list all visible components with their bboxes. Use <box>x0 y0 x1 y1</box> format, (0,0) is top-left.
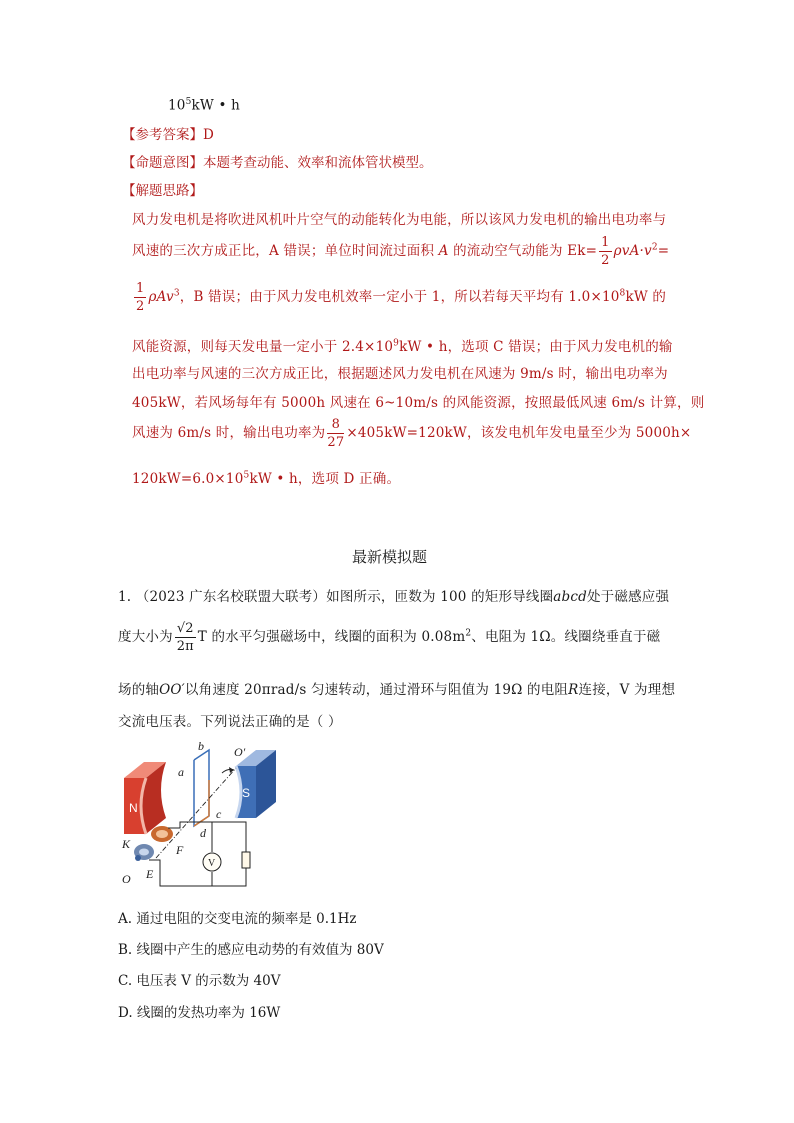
section-title: 最新模拟题 <box>352 548 428 566</box>
south-magnet <box>236 750 276 818</box>
solution-text: 的流动空气动能为 Ek= <box>453 243 598 259</box>
fraction-half <box>134 282 146 313</box>
intent-label: 【命题意图】 <box>122 155 203 171</box>
thinking-label: 【解题思路】 <box>122 183 203 199</box>
fraction-half <box>599 236 611 267</box>
answer-label: 【参考答案】 <box>122 127 203 143</box>
formula-term: ρvA·v <box>613 243 652 259</box>
fraction-denominator: 27 <box>327 435 345 450</box>
solution-text: 风速的三次方成正比，A 错误；单位时间流过面积 <box>132 243 435 259</box>
previous-unit-fragment <box>168 97 240 114</box>
rotation-axis <box>156 768 236 858</box>
answer-value: D <box>203 127 214 143</box>
question-text: 1. （2023 广东名校联盟大联考）如图所示，匝数为 100 的矩形导线圈 <box>118 589 554 605</box>
label-d: d <box>200 826 206 840</box>
fraction-eight-27 <box>327 418 344 449</box>
axis-symbol: OO′ <box>159 682 185 698</box>
resistor-symbol: R <box>568 682 579 698</box>
solution-text: 风速为 6m/s 时，输出电功率为 <box>132 425 326 441</box>
solution-line-5: 出电功率与风速的三次方成正比，根据题述风力发电机在风速为 9m/s 时，输出电功率为 <box>132 366 668 382</box>
north-magnet <box>124 762 166 834</box>
fragment-base: 10 <box>168 97 186 114</box>
exponent: 9 <box>393 338 400 349</box>
fraction-root2-over-2pi <box>175 622 196 653</box>
option-b[interactable]: B. 线圈中产生的感应电动势的有效值为 80V <box>118 942 384 958</box>
question-text: 场的轴 <box>118 682 160 698</box>
solution-text: 120kW=6.0×10 <box>132 471 244 487</box>
solution-line-3 <box>132 282 666 313</box>
solution-text: ×405kW=120kW，该发电机年发电量至少为 5000h× <box>346 425 692 441</box>
question-text: 处于磁感应强 <box>586 589 670 605</box>
solution-text: ，B 错误；由于风力发电机效率一定小于 1，所以若每天平均有 1.0×10 <box>179 289 620 305</box>
generator-figure <box>116 740 276 888</box>
arrow-head <box>229 767 234 773</box>
area-symbol: A <box>438 243 449 259</box>
label-O-prime: O′ <box>234 745 246 759</box>
option-d[interactable]: D. 线圈的发热功率为 16W <box>118 1005 281 1021</box>
label-a: a <box>178 765 184 779</box>
question-line-2 <box>118 622 660 653</box>
intent-row <box>122 151 433 171</box>
label-O: O <box>122 872 131 886</box>
exponent: 2 <box>465 628 472 639</box>
question-line-1 <box>118 585 669 605</box>
coil-symbol: abcd <box>553 589 587 605</box>
exponent: 8 <box>619 288 626 299</box>
question-line-3 <box>118 678 675 698</box>
question-text: 连接，V 为理想 <box>578 682 676 698</box>
fragment-unit: kW • h <box>191 97 241 114</box>
fraction-numerator: 1 <box>601 235 610 250</box>
exponent: 3 <box>173 288 180 299</box>
intent-text: 本题考查动能、效率和流体管状模型。 <box>203 155 433 171</box>
exponent: 5 <box>243 470 250 481</box>
label-S: S <box>242 786 251 800</box>
solution-text: kW • h，选项 D 正确。 <box>249 471 401 487</box>
label-F: F <box>176 843 184 857</box>
fraction-denominator: 2 <box>136 299 145 314</box>
question-text: 以角速度 20πrad/s 匀速转动，通过滑环与阻值为 19Ω 的电阻 <box>184 682 569 698</box>
label-K: K <box>122 837 131 851</box>
solution-text: kW 的 <box>625 289 667 305</box>
question-line-4: 交流电压表。下列说法正确的是（ ） <box>118 714 342 730</box>
label-b: b <box>198 740 204 753</box>
solution-line-7 <box>132 418 691 449</box>
formula-term: ρAv <box>148 289 174 305</box>
option-c[interactable]: C. 电压表 V 的示数为 40V <box>118 973 281 989</box>
answer-row <box>122 123 214 143</box>
exponent: 2 <box>651 242 658 253</box>
fragment-exponent: 5 <box>185 97 192 107</box>
solution-text: 风能资源，则每天发电量一定小于 2.4×10 <box>132 339 394 355</box>
label-E: E <box>146 867 154 881</box>
fraction-numerator: 1 <box>136 281 145 296</box>
question-text: 、电阻为 1Ω。线圈绕垂直于磁 <box>471 629 661 645</box>
coil-abcd <box>194 750 209 826</box>
solution-line-2 <box>132 236 669 267</box>
solution-line-8 <box>132 467 400 487</box>
solution-line-4 <box>132 335 673 355</box>
solution-text: kW • h，选项 C 错误；由于风力发电机的输 <box>399 339 673 355</box>
fraction-denominator: 2π <box>176 639 194 654</box>
option-a[interactable]: A. 通过电阻的交变电流的频率是 0.1Hz <box>118 911 357 927</box>
fraction-numerator: √2 <box>176 621 194 636</box>
label-c: c <box>216 807 222 821</box>
solution-line-1: 风力发电机是将吹进风机叶片空气的动能转化为电能，所以该风力发电机的输出电功率与 <box>132 212 667 228</box>
equals-sign: = <box>657 243 670 259</box>
label-N: N <box>129 801 138 815</box>
label-V: V <box>208 858 216 869</box>
question-text: T 的水平匀强磁场中，线圈的面积为 0.08m <box>197 629 466 645</box>
fraction-denominator: 2 <box>601 253 610 268</box>
question-text: 度大小为 <box>118 629 173 645</box>
fraction-numerator: 8 <box>327 418 344 434</box>
solution-line-6: 405kW，若风场每年有 5000h 风速在 6~10m/s 的风能资源，按照最低风速 6m/s 计算，则 <box>132 395 705 411</box>
